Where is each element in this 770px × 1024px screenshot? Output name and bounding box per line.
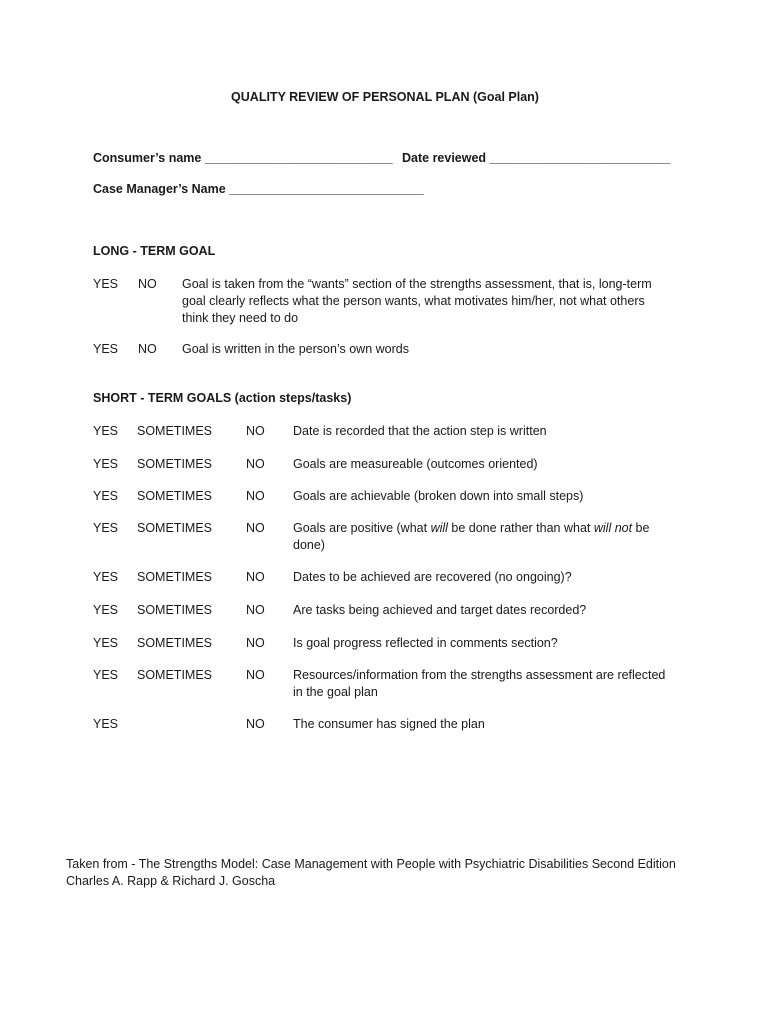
- short-term-heading: SHORT - TERM GOALS (action steps/tasks): [93, 391, 352, 405]
- st-row-2-sometimes[interactable]: SOMETIMES: [137, 457, 213, 471]
- st-row-2-no[interactable]: NO: [246, 457, 265, 471]
- st-row-4-text-e: be done): [293, 521, 650, 552]
- st-row-7-statement: Is goal progress reflected in comments section?: [293, 636, 558, 650]
- st-row-9-no[interactable]: NO: [246, 717, 265, 731]
- st-row-3-yes[interactable]: YES: [93, 489, 119, 503]
- st-row-5-statement: Dates to be achieved are recovered (no ongoing)?: [293, 570, 572, 584]
- page-title: QUALITY REVIEW OF PERSONAL PLAN (Goal Plan): [231, 90, 539, 104]
- st-row-4-text-a: Goals are positive (what: [293, 521, 431, 535]
- st-row-6-statement: Are tasks being achieved and target dates recorded?: [293, 603, 587, 617]
- st-row-4-yes[interactable]: YES: [93, 521, 119, 535]
- st-row-4-sometimes[interactable]: SOMETIMES: [137, 521, 213, 535]
- st-row-2-statement: Goals are measureable (outcomes oriented): [293, 457, 538, 471]
- case-manager-field[interactable]: Case Manager’s Name ____________________________: [93, 182, 424, 196]
- st-row-4-statement: [293, 520, 678, 554]
- st-row-9-yes[interactable]: YES: [93, 717, 119, 731]
- st-row-8-no[interactable]: NO: [246, 668, 265, 682]
- st-row-4-text-d: will not: [593, 521, 633, 535]
- st-row-4-no[interactable]: NO: [246, 521, 265, 535]
- lt-row-2-no[interactable]: NO: [138, 342, 157, 356]
- lt-row-2-statement: Goal is written in the person’s own words: [182, 342, 409, 356]
- st-row-8-sometimes[interactable]: SOMETIMES: [137, 668, 213, 682]
- st-row-6-no[interactable]: NO: [246, 603, 265, 617]
- st-row-7-no[interactable]: NO: [246, 636, 265, 650]
- lt-row-2-yes[interactable]: YES: [93, 342, 119, 356]
- st-row-9-statement: The consumer has signed the plan: [293, 717, 485, 731]
- st-row-3-statement: Goals are achievable (broken down into small steps): [293, 489, 584, 503]
- st-row-6-sometimes[interactable]: SOMETIMES: [137, 603, 213, 617]
- st-row-6-yes[interactable]: YES: [93, 603, 119, 617]
- date-reviewed-field[interactable]: Date reviewed __________________________: [402, 151, 671, 165]
- lt-row-1-no[interactable]: NO: [138, 277, 157, 291]
- st-row-5-no[interactable]: NO: [246, 570, 265, 584]
- st-row-5-sometimes[interactable]: SOMETIMES: [137, 570, 213, 584]
- st-row-7-sometimes[interactable]: SOMETIMES: [137, 636, 213, 650]
- st-row-3-sometimes[interactable]: SOMETIMES: [137, 489, 213, 503]
- lt-row-1-statement: Goal is taken from the “wants” section of the strengths assessment, that is, long-term goal clearly reflects what the person wants, what motivates him/her, not what others think they need to do: [182, 277, 652, 325]
- long-term-heading: LONG - TERM GOAL: [93, 244, 216, 258]
- st-row-8-yes[interactable]: YES: [93, 668, 119, 682]
- st-row-5-yes[interactable]: YES: [93, 570, 119, 584]
- st-row-1-yes[interactable]: YES: [93, 424, 119, 438]
- lt-row-1-yes[interactable]: YES: [93, 277, 119, 291]
- st-row-4-text-b: will: [430, 521, 448, 535]
- st-row-1-no[interactable]: NO: [246, 424, 265, 438]
- st-row-4-text-c: be done rather than what: [447, 521, 594, 535]
- st-row-3-no[interactable]: NO: [246, 489, 265, 503]
- st-row-8-statement: Resources/information from the strengths assessment are reflected in the goal plan: [293, 668, 666, 699]
- source-citation: Taken from - The Strengths Model: Case Management with People with Psychiatric Disabilities Second Edition Charles A. Rapp & Richard J. Goscha: [66, 857, 676, 888]
- st-row-1-sometimes[interactable]: SOMETIMES: [137, 424, 213, 438]
- st-row-1-statement: Date is recorded that the action step is written: [293, 424, 547, 438]
- consumer-name-field[interactable]: Consumer’s name ___________________________: [93, 151, 393, 165]
- st-row-7-yes[interactable]: YES: [93, 636, 119, 650]
- st-row-2-yes[interactable]: YES: [93, 457, 119, 471]
